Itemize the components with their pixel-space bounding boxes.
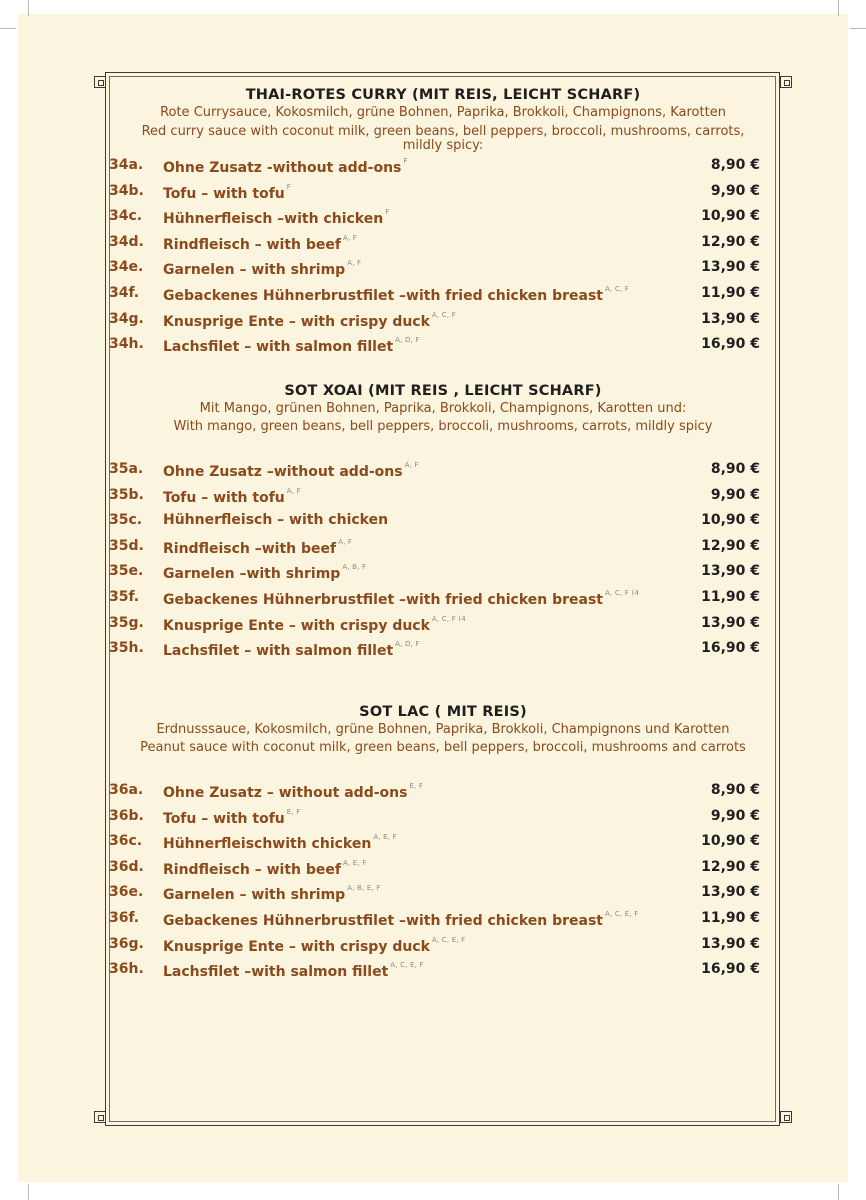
menu-item-row xyxy=(100,906,786,932)
menu-item-row xyxy=(100,855,786,881)
item-name: Ohne Zusatz – without add-ons xyxy=(163,785,408,801)
menu-item-row xyxy=(100,483,786,509)
section-description-de: Mit Mango, grünen Bohnen, Paprika, Brokkoli, Champignons, Karotten und: xyxy=(199,401,687,416)
menu-item-row xyxy=(100,880,786,906)
item-name-wrap xyxy=(163,234,357,253)
item-name: Garnelen – with shrimp xyxy=(163,262,346,279)
item-name: Lachsfilet – with salmon fillet xyxy=(163,339,394,356)
allergen-codes: A, D, F xyxy=(395,336,420,345)
item-name-wrap xyxy=(163,936,465,955)
allergen-codes: A, B, E, F xyxy=(347,884,381,893)
item-price: 9,90 € xyxy=(710,807,760,824)
menu-item-row xyxy=(100,932,786,958)
section-description-en: Red curry sauce with coconut milk, green beans, bell peppers, broccoli, mushrooms, carrots, xyxy=(141,124,745,139)
item-name: Garnelen –with shrimp xyxy=(163,566,341,583)
item-name: Ohne Zusatz -without add-ons xyxy=(163,160,402,176)
allergen-codes: F xyxy=(403,157,408,165)
item-price: 13,90 € xyxy=(701,935,760,952)
menu-item-row xyxy=(100,508,786,534)
item-price: 11,90 € xyxy=(701,284,760,301)
item-number: 36b. xyxy=(109,807,144,824)
item-name: Knusprige Ente – with crispy duck xyxy=(163,313,430,330)
item-name: Tofu – with tofu xyxy=(163,185,285,202)
item-number: 34g. xyxy=(109,310,144,327)
item-name-wrap xyxy=(163,285,629,304)
allergen-codes: A, C, E, F xyxy=(390,961,424,970)
item-name-wrap xyxy=(163,487,301,506)
item-number: 36g. xyxy=(109,935,144,952)
menu-item-row xyxy=(100,307,786,333)
item-price: 13,90 € xyxy=(701,614,760,631)
item-name-wrap xyxy=(163,461,419,480)
allergen-codes: A, F xyxy=(338,537,353,546)
item-name-wrap xyxy=(163,183,291,202)
allergen-codes: A, B, F xyxy=(342,563,367,572)
item-name-wrap xyxy=(163,808,300,827)
item-number: 35h. xyxy=(109,640,144,657)
item-name-wrap xyxy=(163,615,466,634)
trim-mark xyxy=(850,28,866,29)
item-number: 34c. xyxy=(109,208,143,225)
item-price: 13,90 € xyxy=(701,259,760,276)
item-name-wrap xyxy=(163,538,352,557)
allergen-codes: A, C, F (4 xyxy=(431,614,466,623)
item-number: 34f. xyxy=(109,284,140,301)
item-price: 13,90 € xyxy=(701,884,760,901)
allergen-codes: A, C, E, F xyxy=(431,935,466,944)
section-title: SOT XOAI (MIT REIS , LEICHT SCHARF) xyxy=(284,383,602,399)
item-name-wrap xyxy=(163,884,381,903)
item-name-wrap xyxy=(163,833,397,852)
item-name-wrap xyxy=(163,208,389,227)
menu-item-row xyxy=(100,611,786,637)
item-name: Knusprige Ente – with crispy duck xyxy=(163,617,430,634)
menu-item-row xyxy=(100,829,786,855)
item-number: 35e. xyxy=(109,563,144,580)
item-price: 11,90 € xyxy=(701,909,760,926)
menu-items xyxy=(100,457,786,662)
item-number: 35f. xyxy=(109,588,140,605)
allergen-codes: E, F xyxy=(286,807,301,816)
allergen-codes: A, F xyxy=(347,259,362,268)
item-name: Garnelen – with shrimp xyxy=(163,887,346,904)
item-price: 9,90 € xyxy=(710,182,760,199)
menu-item-row xyxy=(100,153,786,179)
item-price: 12,90 € xyxy=(701,858,760,875)
menu-item-row xyxy=(100,804,786,830)
item-name-wrap xyxy=(163,512,388,528)
item-price: 10,90 € xyxy=(701,512,760,529)
item-name-wrap xyxy=(163,259,361,278)
item-price: 16,90 € xyxy=(701,961,760,978)
item-name: Gebackenes Hühnerbrustfilet –with fried chicken breast xyxy=(163,912,604,929)
section-title: THAI-ROTES CURRY (MIT REIS, LEICHT SCHARF) xyxy=(245,87,641,103)
item-name: Gebackenes Hühnerbrustfilet –with fried chicken breast xyxy=(163,287,604,304)
item-price: 11,90 € xyxy=(701,588,760,605)
allergen-codes: F xyxy=(385,208,390,217)
menu-section-sot-lac xyxy=(100,704,786,981)
item-number: 35g. xyxy=(109,614,144,631)
trim-mark xyxy=(28,0,29,16)
menu-item-row xyxy=(100,778,786,804)
item-number: 34h. xyxy=(109,336,144,353)
item-price: 9,90 € xyxy=(710,486,760,503)
item-price: 13,90 € xyxy=(701,310,760,327)
item-name-wrap xyxy=(163,336,420,355)
corner-ornament-icon xyxy=(780,1111,792,1123)
item-number: 35d. xyxy=(109,537,144,554)
item-name-wrap xyxy=(163,563,366,582)
item-price: 10,90 € xyxy=(701,833,760,850)
allergen-codes: A, E, F xyxy=(342,858,367,867)
item-price: 16,90 € xyxy=(701,640,760,657)
item-name-wrap xyxy=(163,859,367,878)
section-title: SOT LAC ( MIT REIS) xyxy=(359,704,527,720)
item-name-wrap xyxy=(163,961,424,980)
item-name: Hühnerfleisch – with chicken xyxy=(163,512,389,529)
menu-item-row xyxy=(100,281,786,307)
item-number: 36a. xyxy=(109,782,144,798)
item-name: Hühnerfleischwith chicken xyxy=(163,836,372,853)
section-description-de: Erdnusssauce, Kokosmilch, grüne Bohnen, Paprika, Brokkoli, Champignons und Karotten xyxy=(156,722,730,737)
item-name: Lachsfilet –with salmon fillet xyxy=(163,964,389,981)
item-number: 36d. xyxy=(109,858,144,875)
item-name-wrap xyxy=(163,910,639,929)
menu-item-row xyxy=(100,332,786,358)
menu-item-row xyxy=(100,457,786,483)
allergen-codes: E, F xyxy=(409,782,424,790)
item-name: Rindfleisch – with beef xyxy=(163,861,341,878)
allergen-codes: A, C, F (4 xyxy=(605,588,640,597)
item-name: Rindfleisch – with beef xyxy=(163,236,341,253)
allergen-codes: A, F xyxy=(404,461,419,469)
item-price: 12,90 € xyxy=(701,233,760,250)
item-number: 35a. xyxy=(109,461,144,477)
allergen-codes: A, C, F xyxy=(605,284,630,293)
item-price: 8,90 € xyxy=(710,157,760,173)
item-price: 16,90 € xyxy=(701,336,760,353)
item-name: Lachsfilet – with salmon fillet xyxy=(163,643,394,660)
menu-item-row xyxy=(100,585,786,611)
trim-mark xyxy=(838,1184,839,1200)
item-name-wrap xyxy=(163,640,420,659)
item-name-wrap xyxy=(163,311,456,330)
allergen-codes: A, E, F xyxy=(373,833,397,842)
item-number: 34e. xyxy=(109,259,144,276)
item-name-wrap xyxy=(163,589,639,608)
item-number: 34b. xyxy=(109,182,144,199)
item-number: 36h. xyxy=(109,961,144,978)
menu-item-row xyxy=(100,534,786,560)
item-number: 36c. xyxy=(109,833,143,850)
menu-item-row xyxy=(100,204,786,230)
menu-section-sot-xoai xyxy=(100,383,786,660)
item-name: Knusprige Ente – with crispy duck xyxy=(163,938,430,955)
menu-item-row xyxy=(100,179,786,205)
item-number: 36f. xyxy=(109,909,140,926)
section-description-de: Rote Currysauce, Kokosmilch, grüne Bohnen, Paprika, Brokkoli, Champignons, Karotten xyxy=(160,105,726,120)
item-number: 35b. xyxy=(109,486,144,503)
item-number: 36e. xyxy=(109,884,144,901)
item-name-wrap xyxy=(163,157,408,176)
allergen-codes: A, F xyxy=(286,486,301,495)
item-name-wrap xyxy=(163,782,423,801)
trim-mark xyxy=(0,28,16,29)
section-description-en: Peanut sauce with coconut milk, green beans, bell peppers, broccoli, mushrooms and carrots xyxy=(140,740,746,755)
allergen-codes: F xyxy=(286,182,291,191)
menu-items xyxy=(100,778,786,983)
section-description-en-cont: mildly spicy: xyxy=(402,138,484,153)
item-name: Gebackenes Hühnerbrustfilet –with fried chicken breast xyxy=(163,591,604,608)
menu-item-row xyxy=(100,559,786,585)
item-name: Ohne Zusatz –without add-ons xyxy=(163,464,403,480)
item-number: 34a. xyxy=(109,157,144,173)
section-description-en: With mango, green beans, bell peppers, broccoli, mushrooms, carrots, mildly spicy xyxy=(173,419,713,434)
item-name: Tofu – with tofu xyxy=(163,810,285,827)
item-price: 8,90 € xyxy=(710,782,760,798)
allergen-codes: A, D, F xyxy=(395,640,420,649)
item-name: Rindfleisch –with beef xyxy=(163,540,337,557)
item-name: Hühnerfleisch –with chicken xyxy=(163,211,384,228)
menu-item-row xyxy=(100,230,786,256)
allergen-codes: A, C, E, F xyxy=(605,909,639,918)
menu-items xyxy=(100,153,786,358)
item-price: 12,90 € xyxy=(701,537,760,554)
item-number: 35c. xyxy=(109,512,143,529)
item-price: 8,90 € xyxy=(710,461,760,477)
menu-item-row xyxy=(100,255,786,281)
corner-ornament-icon xyxy=(94,1111,106,1123)
allergen-codes: A, F xyxy=(342,233,358,242)
item-number: 34d. xyxy=(109,233,144,250)
item-price: 10,90 € xyxy=(701,208,760,225)
trim-mark xyxy=(28,1184,29,1200)
menu-item-row xyxy=(100,957,786,983)
menu-item-row xyxy=(100,636,786,662)
item-price: 13,90 € xyxy=(701,563,760,580)
item-name: Tofu – with tofu xyxy=(163,489,285,506)
allergen-codes: A, C, F xyxy=(431,310,456,319)
menu-section-thai-red-curry xyxy=(100,87,786,356)
trim-mark xyxy=(838,0,839,16)
